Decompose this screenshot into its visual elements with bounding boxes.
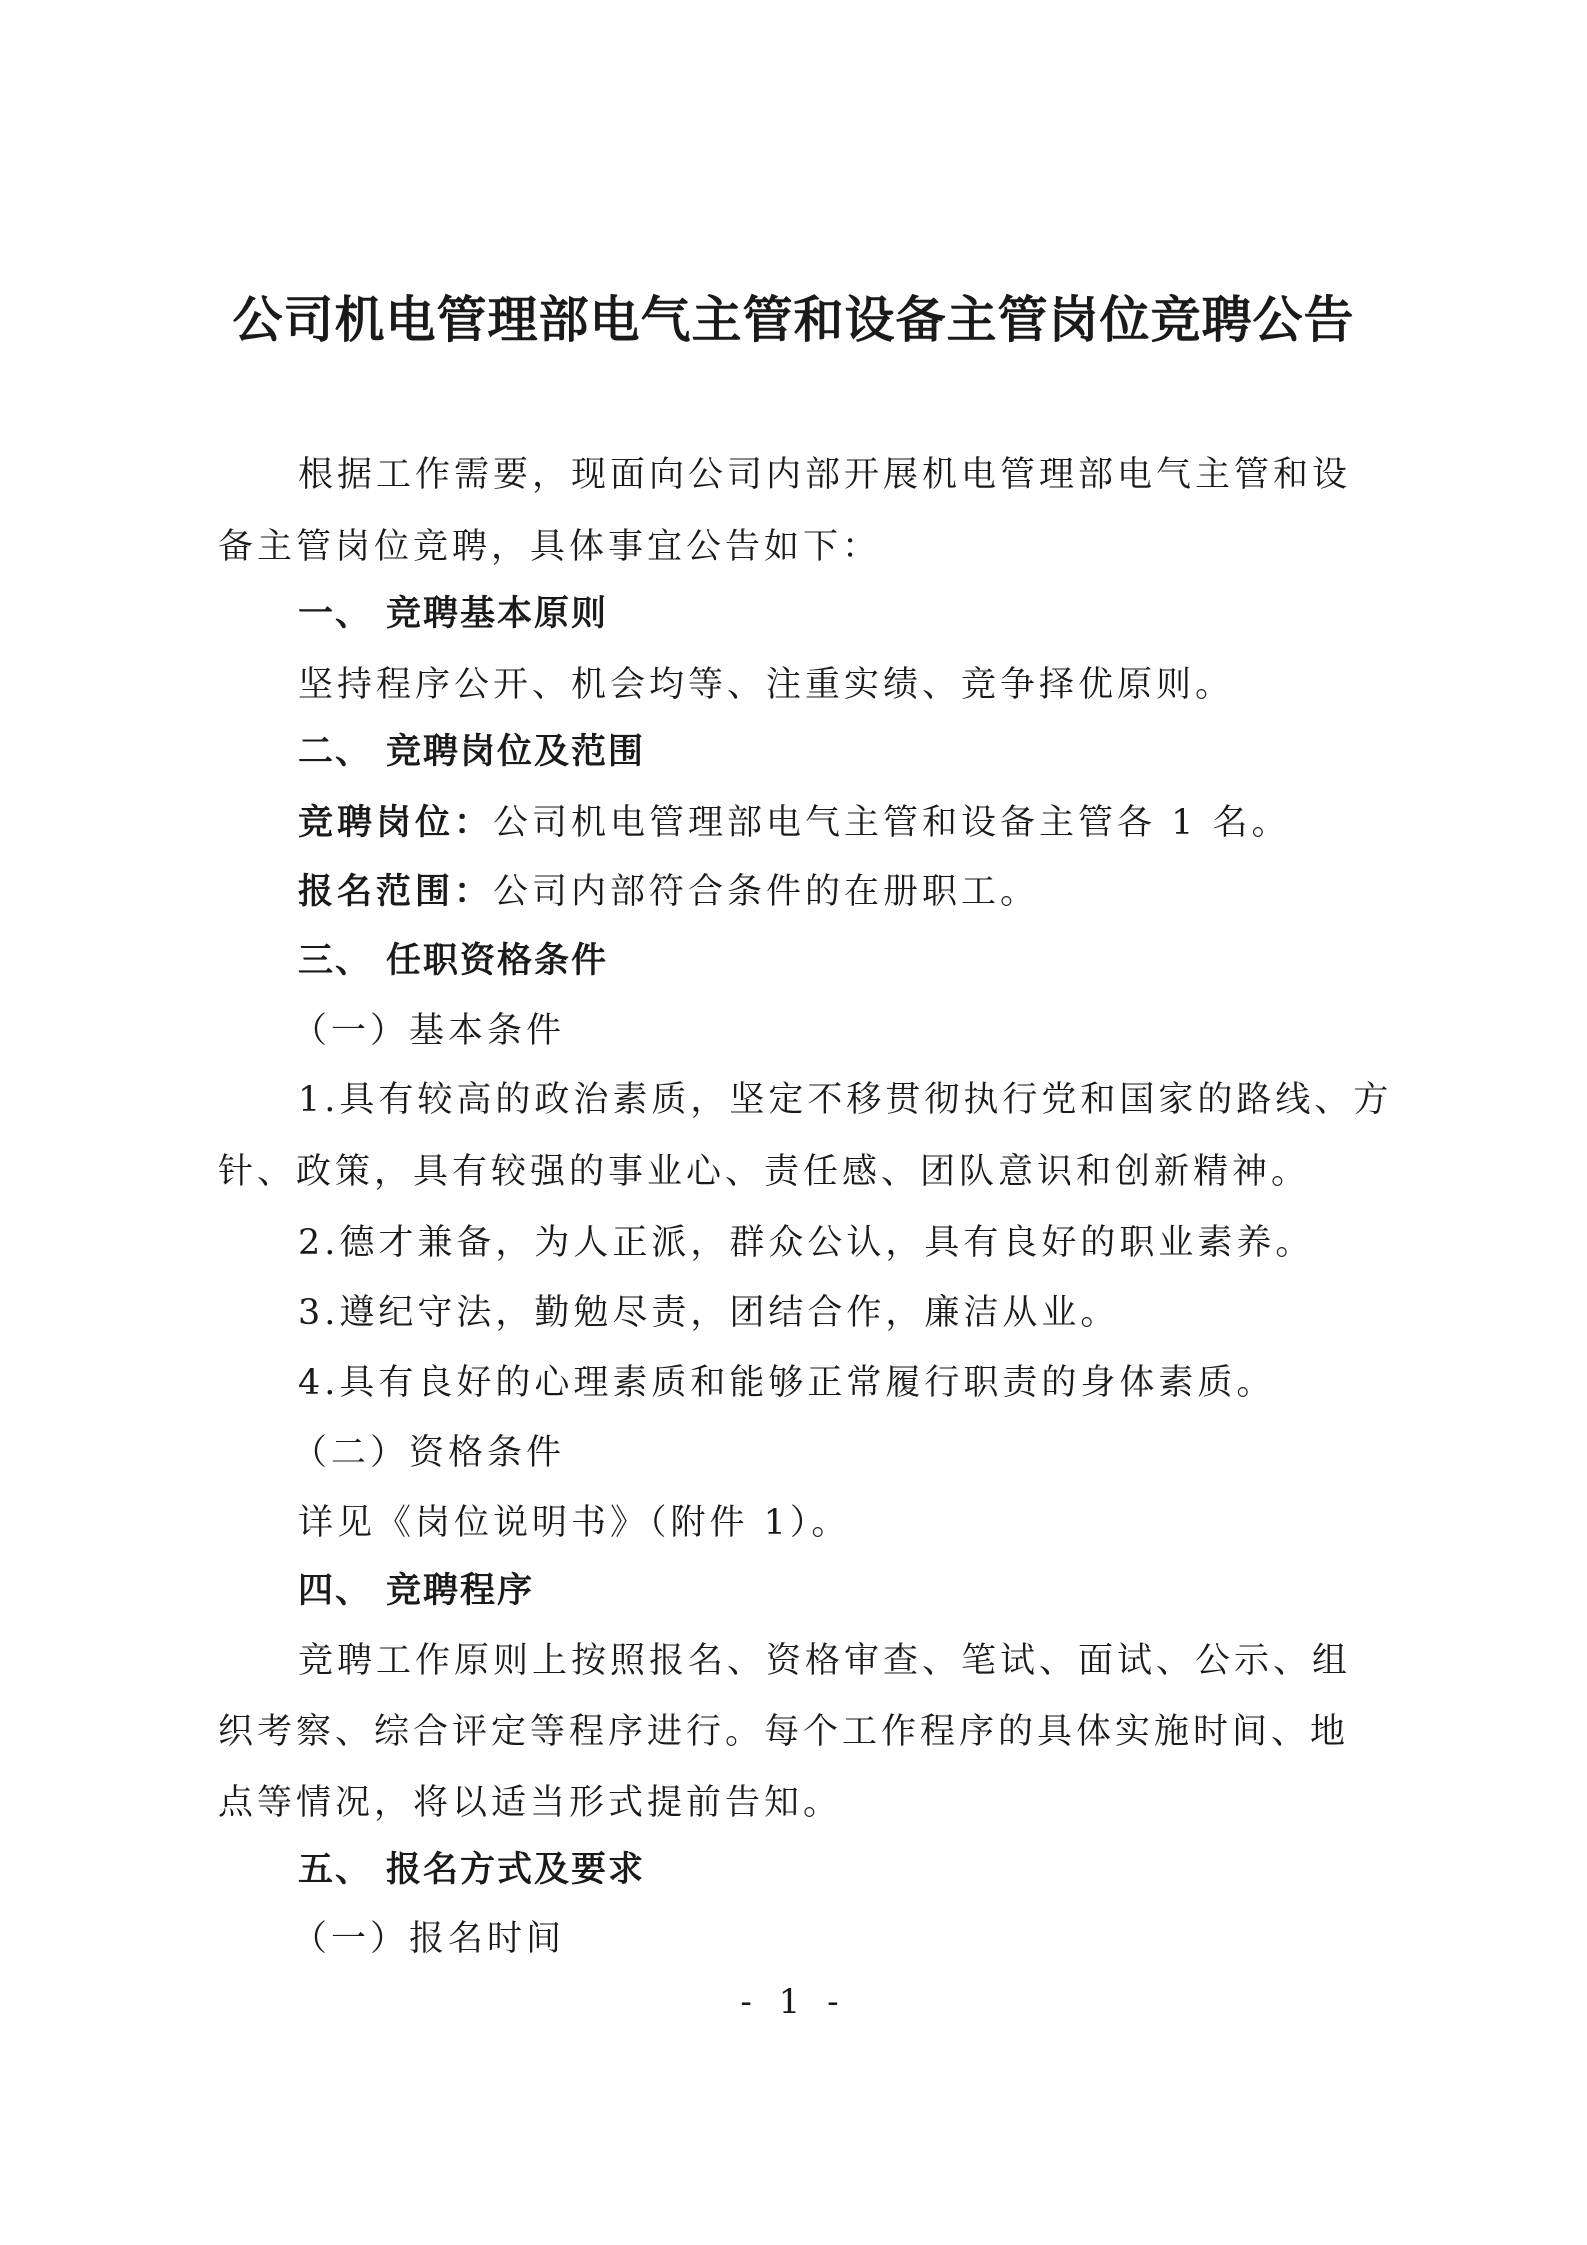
page-number: - 1 - (740, 1982, 847, 2022)
section-2-scope (298, 869, 1039, 915)
post-label: 竞聘岗位： (298, 802, 494, 843)
section-1-heading (298, 591, 608, 637)
section-3-title: 任职资格条件 (386, 940, 609, 981)
section-3-sub-1: （一）基本条件 (292, 1011, 566, 1051)
intro-line-2: 备主管岗位竞聘，具体事宜公告如下： (218, 527, 882, 567)
section-4-title: 竞聘程序 (386, 1570, 535, 1611)
section-2-post (298, 800, 1291, 846)
section-3-sub-2-text: 详见《岗位说明书》（附件 1）。 (298, 1503, 851, 1543)
section-2-number: 二、 (298, 731, 373, 772)
section-5-sub-1: （一）报名时间 (292, 1919, 566, 1959)
scope-text: 公司内部符合条件的在册职工。 (493, 872, 1040, 912)
page-title: 公司机电管理部电气主管和设备主管岗位竞聘公告 (232, 290, 1355, 349)
section-4-line-2: 织考察、综合评定等程序进行。每个工作程序的具体实施时间、地 (218, 1712, 1350, 1752)
section-5-heading (298, 1847, 645, 1893)
section-3-item-4: 4.具有良好的心理素质和能够正常履行职责的身体素质。 (298, 1363, 1276, 1403)
section-4-heading (298, 1568, 534, 1614)
section-5-title: 报名方式及要求 (386, 1849, 646, 1890)
section-3-number: 三、 (298, 940, 373, 981)
section-3-item-1-line-2: 针、政策，具有较强的事业心、责任感、团队意识和创新精神。 (218, 1152, 1311, 1192)
section-3-sub-2: （二）资格条件 (292, 1433, 566, 1473)
section-4-number: 四、 (298, 1570, 373, 1611)
section-3-item-2: 2.德才兼备，为人正派，群众公认，具有良好的职业素养。 (298, 1223, 1315, 1263)
section-3-item-1-line-1: 1.具有较高的政治素质，坚定不移贯彻执行党和国家的路线、方 (298, 1080, 1393, 1120)
post-text: 公司机电管理部电气主管和设备主管各 1 名。 (493, 803, 1291, 843)
section-5-number: 五、 (298, 1849, 373, 1890)
scope-label: 报名范围： (298, 871, 494, 912)
section-4-line-1: 竞聘工作原则上按照报名、资格审查、笔试、面试、公示、组 (298, 1641, 1352, 1681)
section-3-heading (298, 938, 608, 984)
section-2-title: 竞聘岗位及范围 (386, 731, 646, 772)
section-1-title: 竞聘基本原则 (386, 593, 609, 634)
intro-line-1: 根据工作需要，现面向公司内部开展机电管理部电气主管和设 (298, 455, 1352, 495)
section-4-line-3: 点等情况，将以适当形式提前告知。 (218, 1783, 843, 1823)
section-2-heading (298, 729, 645, 775)
section-3-item-3: 3.遵纪守法，勤勉尽责，团结合作，廉洁从业。 (298, 1293, 1120, 1333)
section-1-number: 一、 (298, 593, 373, 634)
section-1-text: 坚持程序公开、机会均等、注重实绩、竞争择优原则。 (298, 665, 1235, 705)
